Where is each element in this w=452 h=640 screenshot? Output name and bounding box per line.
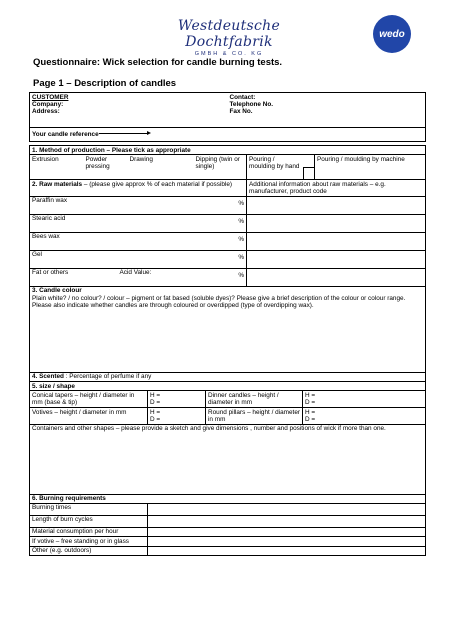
- additional-stearic[interactable]: [247, 214, 426, 232]
- other-shapes-cell[interactable]: Containers and other shapes – please provide a sketch and give dimensions , number and positions of wick if more than one.: [30, 424, 426, 494]
- dinner-hd-cell[interactable]: [303, 391, 426, 408]
- company-label[interactable]: Company:: [32, 100, 64, 108]
- arrow-line: [99, 133, 147, 134]
- main-form-table: [29, 145, 426, 556]
- votives-d: D =: [150, 415, 161, 423]
- additional-paraffin[interactable]: [247, 196, 426, 214]
- option-pouring-machine[interactable]: Pouring / moulding by machine: [315, 155, 426, 180]
- percent-stearic[interactable]: %: [206, 214, 247, 232]
- section2-heading-cell: [30, 180, 247, 197]
- percent-paraffin[interactable]: %: [206, 196, 247, 214]
- round-d: D =: [305, 415, 316, 423]
- burn-cycles-value[interactable]: [148, 515, 426, 527]
- percent-fat-others[interactable]: %: [206, 268, 247, 286]
- customer-left: [30, 93, 228, 128]
- candle-reference-label: Your candle reference: [32, 131, 99, 138]
- section4-heading: 4. Scented: [32, 373, 64, 381]
- section5-heading: 5. size / shape: [30, 382, 426, 391]
- section6-heading: 6. Burning requirements: [30, 494, 426, 503]
- option-dipping[interactable]: Dipping (twin or single): [194, 155, 247, 180]
- document-title: Questionnaire: Wick selection for candle burning tests.: [33, 57, 283, 68]
- logo-script: Westdeutsche Dochtfabrik: [177, 18, 281, 50]
- additional-fat-others[interactable]: [247, 268, 426, 286]
- customer-right: [228, 93, 426, 128]
- customer-table: [29, 92, 426, 142]
- votive-standing-value[interactable]: [148, 537, 426, 546]
- address-label[interactable]: Address:: [32, 108, 60, 116]
- burning-times-value[interactable]: [148, 503, 426, 515]
- other-outdoors-label: Other (e.g. outdoors): [30, 546, 148, 555]
- option-extrusion[interactable]: Extrusion: [30, 155, 84, 180]
- other-outdoors-value[interactable]: [148, 546, 426, 555]
- conical-tapers-label: Conical tapers – height / diameter in mm (base & tip): [30, 391, 148, 408]
- section3-heading: 3. Candle colour: [32, 287, 82, 295]
- option-pouring-hand[interactable]: Pouring / moulding by hand: [247, 155, 303, 180]
- conical-d: D =: [150, 399, 161, 407]
- section3-cell[interactable]: [30, 286, 426, 372]
- wedo-badge-icon: wedo: [373, 15, 411, 53]
- arrow-right-icon: [147, 131, 151, 135]
- round-hd-cell[interactable]: [303, 408, 426, 425]
- candle-reference-cell[interactable]: [30, 128, 426, 142]
- votives-hd-cell[interactable]: [148, 408, 206, 425]
- material-stearic: Stearic acid: [30, 214, 206, 232]
- votives-h: H =: [150, 408, 161, 416]
- tick-box-hand[interactable]: [303, 155, 315, 180]
- section2-heading-note: – (please give approx % of each material if possible): [82, 180, 232, 188]
- round-pillars-label: Round pillars – height / diameter in mm: [206, 408, 303, 425]
- company-logo: [150, 18, 308, 57]
- additional-gel[interactable]: [247, 250, 426, 268]
- additional-bees-wax[interactable]: [247, 232, 426, 250]
- percent-gel[interactable]: %: [206, 250, 247, 268]
- percent-bees-wax[interactable]: %: [206, 232, 247, 250]
- conical-hd-cell[interactable]: [148, 391, 206, 408]
- fax-label[interactable]: Fax No.: [229, 108, 253, 116]
- votives-label: Votives – height / diameter in mm: [30, 408, 148, 425]
- material-consumption-value[interactable]: [148, 527, 426, 536]
- customer-heading: CUSTOMER: [32, 93, 69, 101]
- burn-cycles-label: Length of burn cycles: [30, 515, 148, 527]
- section4-cell[interactable]: [30, 372, 426, 381]
- option-drawing[interactable]: Drawing: [128, 155, 194, 180]
- contact-label[interactable]: Contact:: [229, 93, 256, 101]
- dinner-candles-label: Dinner candles – height / diameter in mm: [206, 391, 303, 408]
- option-powder-pressing[interactable]: Powder pressing: [84, 155, 128, 180]
- votive-standing-label: If votive – free standing or in glass: [30, 537, 148, 546]
- dinner-h: H =: [305, 391, 316, 399]
- section2-additional: Additional information about raw materials – e.g. manufacturer, product code: [247, 180, 426, 197]
- dinner-d: D =: [305, 399, 316, 407]
- acid-value-label[interactable]: Acid Value:: [118, 268, 206, 286]
- section3-text: Plain white? / no colour? / colour – pigment or fat based (soluble dyes)? Please give a brief description of the colour or colour range. Please also indicate whether candles are through coloured or overdipped (type of overdipping wax).: [32, 294, 406, 309]
- round-h: H =: [305, 408, 316, 416]
- conical-h: H =: [150, 391, 161, 399]
- material-paraffin: Paraffin wax: [30, 196, 206, 214]
- logo-sub: GMBH & CO. KG: [194, 51, 264, 57]
- section1-heading: 1. Method of production – Please tick as appropriate: [30, 146, 426, 155]
- burning-times-label: Burning times: [30, 503, 148, 515]
- material-fat-others: Fat or others: [30, 268, 118, 286]
- telephone-label[interactable]: Telephone No.: [229, 100, 274, 108]
- page-title: Page 1 – Description of candles: [33, 78, 177, 89]
- material-consumption-label: Material consumption per hour: [30, 527, 148, 536]
- section4-note: : Percentage of perfume if any: [63, 373, 152, 381]
- material-gel: Gel: [30, 250, 206, 268]
- material-bees-wax: Bees wax: [30, 232, 206, 250]
- section2-heading: 2. Raw materials: [32, 180, 83, 188]
